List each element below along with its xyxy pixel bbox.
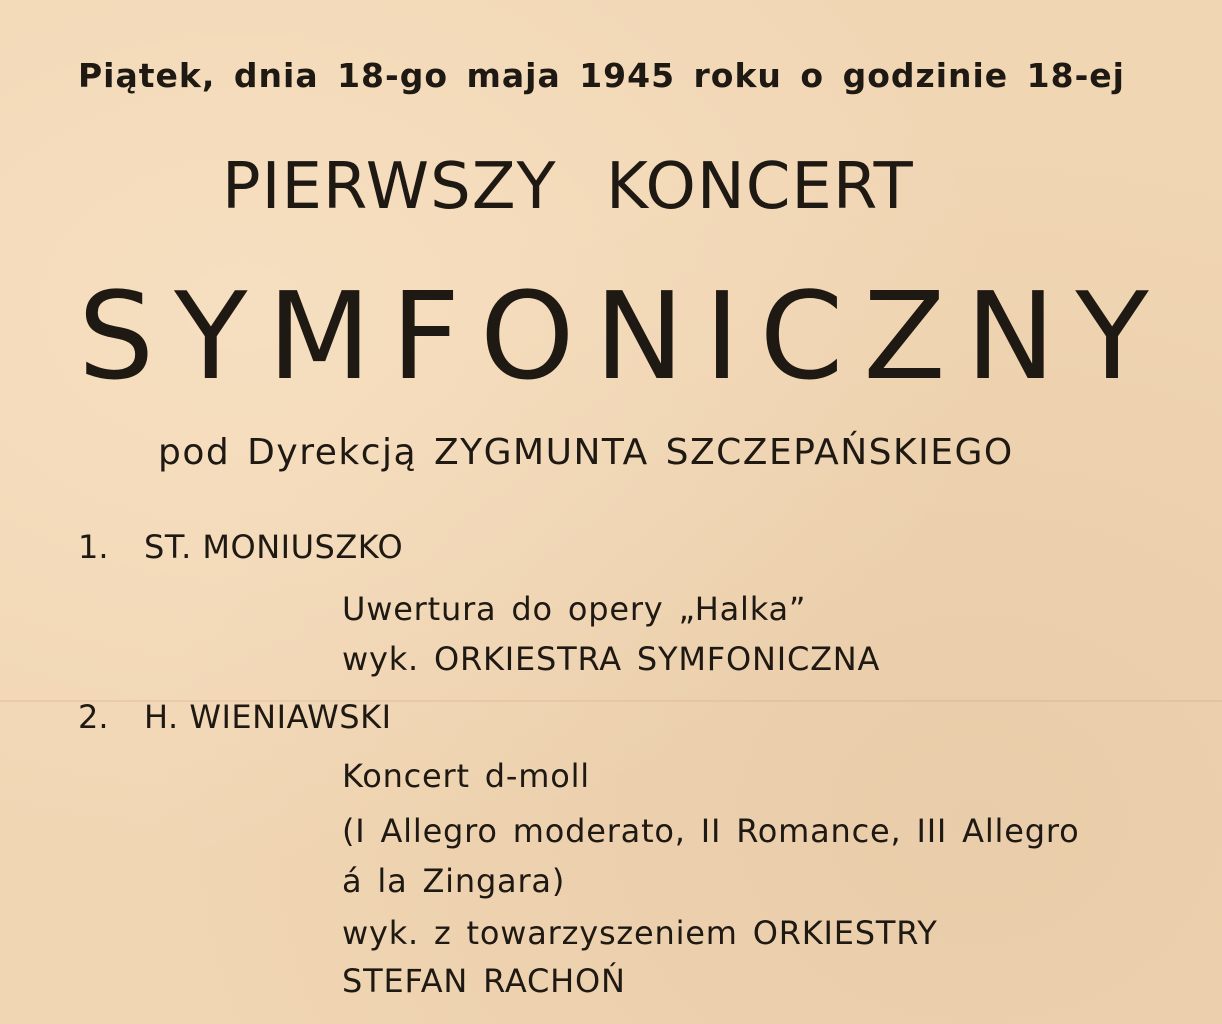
conductor-line: pod Dyrekcją ZYGMUNTA SZCZEPAŃSKIEGO xyxy=(158,432,1014,473)
program-item-performer-note: wyk. z towarzyszeniem ORKIESTRY xyxy=(342,914,938,952)
program-item-work: Koncert d-moll xyxy=(342,757,590,795)
program-item-performer: wyk. ORKIESTRA SYMFONICZNA xyxy=(342,640,881,678)
program-item-number: 1. xyxy=(78,528,109,566)
program-item-movements-continued: á la Zingara) xyxy=(342,862,566,900)
program-item-composer: ST. MONIUSZKO xyxy=(144,528,404,566)
program-item-soloist: STEFAN RACHOŃ xyxy=(342,962,626,1000)
concert-date-line: Piątek, dnia 18-go maja 1945 roku o godzinie 18-ej xyxy=(78,56,1125,95)
program-item-composer: H. WIENIAWSKI xyxy=(144,698,392,736)
program-item-work: Uwertura do opery „Halka” xyxy=(342,590,807,628)
program-item-number: 2. xyxy=(78,698,109,736)
program-item-movements: (I Allegro moderato, II Romance, III Allegro xyxy=(342,812,1080,850)
concert-title-line-2: SYMFONICZNY xyxy=(78,268,1169,407)
concert-title-line-1: PIERWSZY KONCERT xyxy=(222,150,914,224)
